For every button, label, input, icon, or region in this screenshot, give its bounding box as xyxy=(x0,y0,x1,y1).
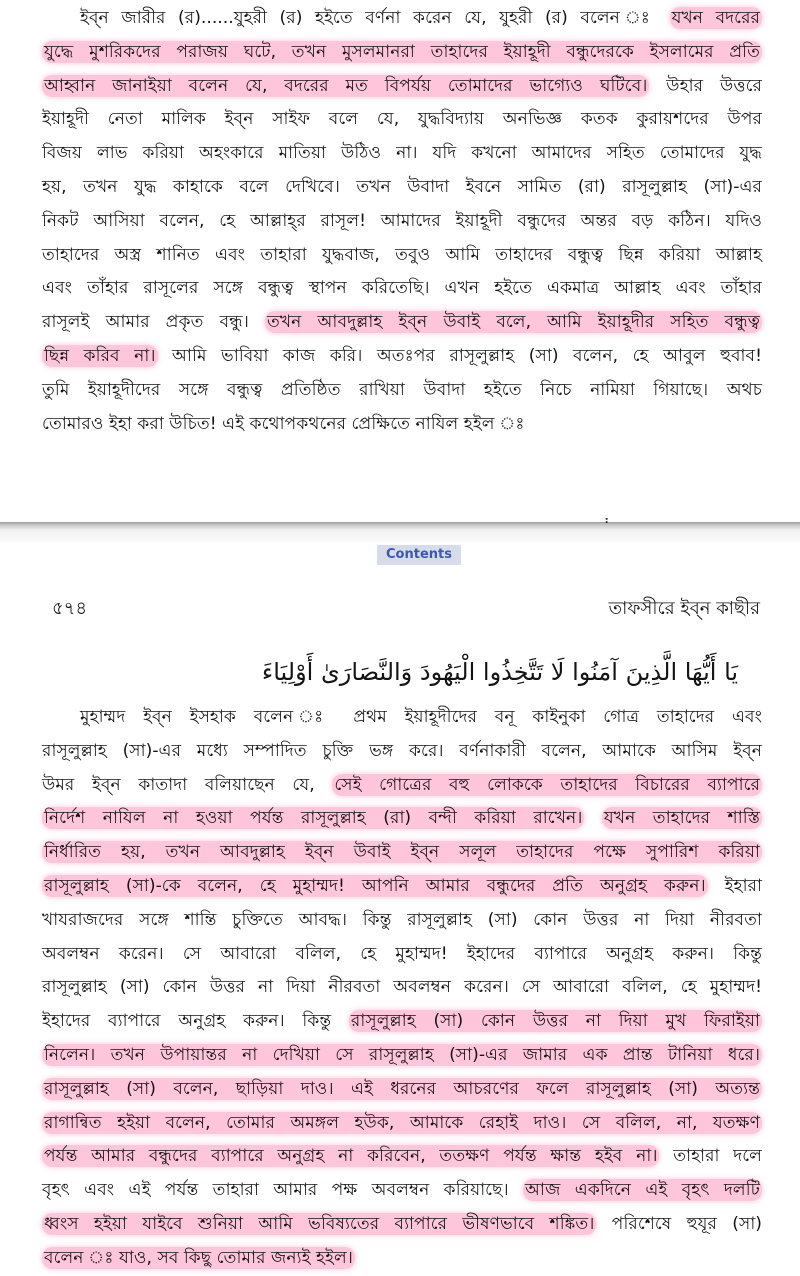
text-line xyxy=(42,904,762,938)
text-segment: বিজয় লাভ করিয়া অহংকারে মাতিয়া উঠিও না। যদি কখনো আমাদের সহিত তোমাদের যুদ্ধ xyxy=(42,143,762,164)
contents-button[interactable]: Contents xyxy=(377,545,461,565)
highlighted-text-segment: যখন বদরের xyxy=(671,8,761,28)
highlighted-text-segment: তখন আবদুল্লাহ ইব্‌ন উবাই বলে, আমি ইয়াহূদীর সহিত বন্ধুত্ব xyxy=(267,312,760,333)
text-line xyxy=(42,836,762,870)
text-segment: তাহাদের অস্ত্র শানিত এবং তাহারা যুদ্ধবাজ, তবুও আমি তাহাদের বন্ধুত্ব ছিন্ন করিয়া আল্লাহ xyxy=(42,244,763,265)
text-line xyxy=(42,735,762,769)
text-line xyxy=(42,769,762,803)
text-line xyxy=(42,1208,762,1242)
text-line xyxy=(42,103,762,137)
text-line xyxy=(42,1073,762,1107)
text-line xyxy=(42,1107,762,1141)
text-segment: উমর ইব্‌ন কাতাদা বলিয়াছেন যে, xyxy=(42,774,333,795)
text-line xyxy=(42,1140,762,1174)
text-line xyxy=(42,1174,762,1208)
text-line xyxy=(42,971,762,1005)
text-line xyxy=(42,1005,762,1039)
text-line xyxy=(42,938,762,972)
highlighted-text-segment: বলেন ঃ যাও, সব কিছু তোমার জন্যই হইল। xyxy=(44,1247,353,1268)
text-line xyxy=(42,374,762,408)
text-segment: অবলম্বন করেন। সে আবারো বলিল, হে মুহাম্মদ! ইহাদের ব্যাপারে অনুগ্রহ করুন। কিন্তু xyxy=(42,943,762,964)
text-line xyxy=(42,205,762,239)
text-segment: এবং তাঁহার রাসূলের সঙ্গে বন্ধুত্ব স্থাপন করিতেছি। এখন হইতে একমাত্র আল্লাহ এবং তাঁহার xyxy=(42,278,762,299)
page-break-divider xyxy=(0,522,800,542)
highlighted-text-segment: আহ্বান জানাইয়া বলেন যে, বদরের মত বিপর্যয় তোমাদের ভাগ্যেও ঘটিবে। xyxy=(44,75,648,96)
text-line xyxy=(42,340,762,374)
highlighted-text-segment: নির্ধারিত হয়, তখন আবদুল্লাহ ইব্‌ন উবাই ইব্‌ন সলূল তাহাদের পক্ষে সুপারিশ করিয়া xyxy=(44,842,760,863)
highlighted-text-segment: ধ্বংস হইয়া যাইবে শুনিয়া আমি ভবিষ্যতের ব্যাপারে ভীষণভাবে শঙ্কিত। xyxy=(44,1213,595,1234)
text-segment: আমি ভাবিয়া কাজ করি। অতঃপর রাসূলুল্লাহ (সা) বলেন, হে আবুল হুবাব! xyxy=(157,345,762,366)
page-break-mark: ⠆ xyxy=(604,513,613,527)
text-line xyxy=(42,239,762,273)
text-segment: উহার উত্তরে xyxy=(649,75,762,96)
text-segment: নিকট আসিয়া বলেন, হে আল্লাহ্‌র রাসূল! আমাদের ইয়াহূদী বন্ধুদের অন্তর বড় কঠিন। যদিও xyxy=(42,210,762,231)
upper-page-body-text xyxy=(42,2,762,441)
text-segment: ইব্‌ন জারীর (র)......যুহরী (র) হইতে বর্ণনা করেন যে, যুহরী (র) বলেন ঃ xyxy=(80,8,670,28)
text-segment: ইয়াহূদী নেতা মালিক ইব্‌ন সাইফ বলে যে, যুদ্ধবিদ্যায় অনভিজ্ঞ কতক কুরায়শদের উপর xyxy=(42,109,762,130)
text-line xyxy=(42,272,762,306)
text-line xyxy=(42,171,762,205)
highlighted-text-segment: যখন তাহাদের শাস্তি xyxy=(603,808,760,829)
text-segment: তাহারা দলে xyxy=(659,1146,762,1167)
text-segment: তোমারও ইহা করা উচিত! এই কথোপকথনের প্রেক্ষিতে নাযিল হইল ঃ xyxy=(42,413,525,434)
highlighted-text-segment: আজ একদিনে এই বৃহৎ দলটি xyxy=(525,1180,760,1201)
text-segment: খাযরাজদের সঙ্গে শান্তি চুক্তিতে আবদ্ধ। কিন্তু রাসূলুল্লাহ (সা) কোন উত্তর না দিয়া নীরবতা xyxy=(42,909,762,930)
highlighted-text-segment: রাসূলুল্লাহ (সা) কোন উত্তর না দিয়া মুখ ফিরাইয়া xyxy=(350,1011,760,1032)
text-line xyxy=(42,306,762,340)
text-line xyxy=(42,70,762,104)
arabic-verse-heading: يَا أَيُّهَا الَّذِينَ آمَنُوا لَا تَتَّخِذُوا الْيَهُودَ وَالنَّصَارَىٰ أَوْلِيَاءَ xyxy=(261,658,739,686)
running-header-title: তাফসীরে ইব্‌ন কাছীর xyxy=(608,598,760,619)
text-line xyxy=(42,137,762,171)
text-line xyxy=(42,36,762,70)
text-segment: হয়, তখন যুদ্ধ কাহাকে বলে দেখিবে। তখন উবাদা ইবনে সামিত (রা) রাসূলুল্লাহ (সা)-এর xyxy=(42,176,762,197)
text-segment: রাসূলুল্লাহ (সা)-এর মধ্যে সম্পাদিত চুক্তি ভঙ্গ করে। বর্ণনাকারী বলেন, আমাকে আসিম ইব্‌ন xyxy=(42,740,762,761)
text-line xyxy=(42,802,762,836)
text-segment xyxy=(584,808,601,828)
highlighted-text-segment: নির্দেশ নাযিল না হওয়া পর্যন্ত রাসূলুল্লাহ (রা) বন্দী করিয়া রাখেন। xyxy=(44,808,583,829)
highlighted-text-segment: রাগান্বিত হইয়া বলেন, তোমার অমঙ্গল হউক, আমাকে রেহাই দাও। সে বলিল, না, যতক্ষণ xyxy=(44,1112,760,1133)
text-segment: বৃহৎ এবং এই পর্যন্ত তাহারা আমার পক্ষ অবলম্বন করিয়াছে। xyxy=(42,1180,524,1201)
text-segment: রাসূলুল্লাহ (সা) কোন উত্তর না দিয়া নীরবতা অবলম্বন করেন। সে আবারো বলিল, হে মুহাম্মদ! xyxy=(42,977,762,998)
highlighted-text-segment: যুদ্ধে মুশরিকদের পরাজয় ঘটে, তখন মুসলমানরা তাহাদের ইয়াহূদী বন্ধুদেরকে ইসলামের প্রতি xyxy=(44,41,760,62)
text-segment: রাসূলই আমার প্রকৃত বন্ধু। xyxy=(42,312,265,333)
highlighted-text-segment: রাসূলুল্লাহ (সা) বলেন, ছাড়িয়া দাও। এই ধরনের আচরণের ফলে রাসূলুল্লাহ (সা) অত্যন্ত xyxy=(44,1078,760,1099)
text-line xyxy=(42,1242,762,1276)
text-segment: পরিশেষে হুযূর (সা) xyxy=(596,1213,763,1234)
text-line xyxy=(42,1039,762,1073)
text-segment: ইহাদের ব্যাপারে অনুগ্রহ করুন। কিন্তু xyxy=(42,1011,349,1032)
text-line xyxy=(42,870,762,904)
highlighted-text-segment: ছিন্ন করিব না। xyxy=(44,345,156,366)
text-line xyxy=(42,701,762,735)
highlighted-text-segment: সেই গোত্রের বহু লোককে তাহাদের বিচারের ব্যাপারে xyxy=(334,774,760,795)
text-segment: ইহারা xyxy=(707,875,762,896)
highlighted-text-segment: পর্যন্ত আমার বন্ধুদের ব্যাপারে অনুগ্রহ না করিবেন, ততক্ষণ পর্যন্ত ক্ষান্ত হইব না। xyxy=(44,1146,658,1167)
text-line xyxy=(42,408,762,442)
text-line xyxy=(42,2,762,36)
lower-page-body-text xyxy=(42,701,762,1276)
highlighted-text-segment: রাসূলুল্লাহ (সা)-কে বলেন, হে মুহাম্মদ! আপনি আমার বন্ধুদের প্রতি অনুগ্রহ করুন। xyxy=(44,875,706,896)
text-segment: মুহাম্মদ ইব্‌ন ইসহাক বলেন ঃ প্রথম ইয়াহূদীদের বনূ কাইনুকা গোত্র তাহাদের এবং xyxy=(80,707,762,727)
upper-page xyxy=(0,0,800,527)
page-number: ৫৭৪ xyxy=(52,598,88,619)
highlighted-text-segment: নিলেন। তখন উপায়ান্তর না দেখিয়া সে রাসূলুল্লাহ (সা)-এর জামার এক প্রান্ত টানিয়া ধরে। xyxy=(44,1044,760,1065)
text-segment: তুমি ইয়াহূদীদের সঙ্গে বন্ধুত্ব প্রতিষ্ঠিত রাখিয়া উবাদা হইতে নিচে নামিয়া গিয়াছে। অথচ xyxy=(42,379,762,400)
